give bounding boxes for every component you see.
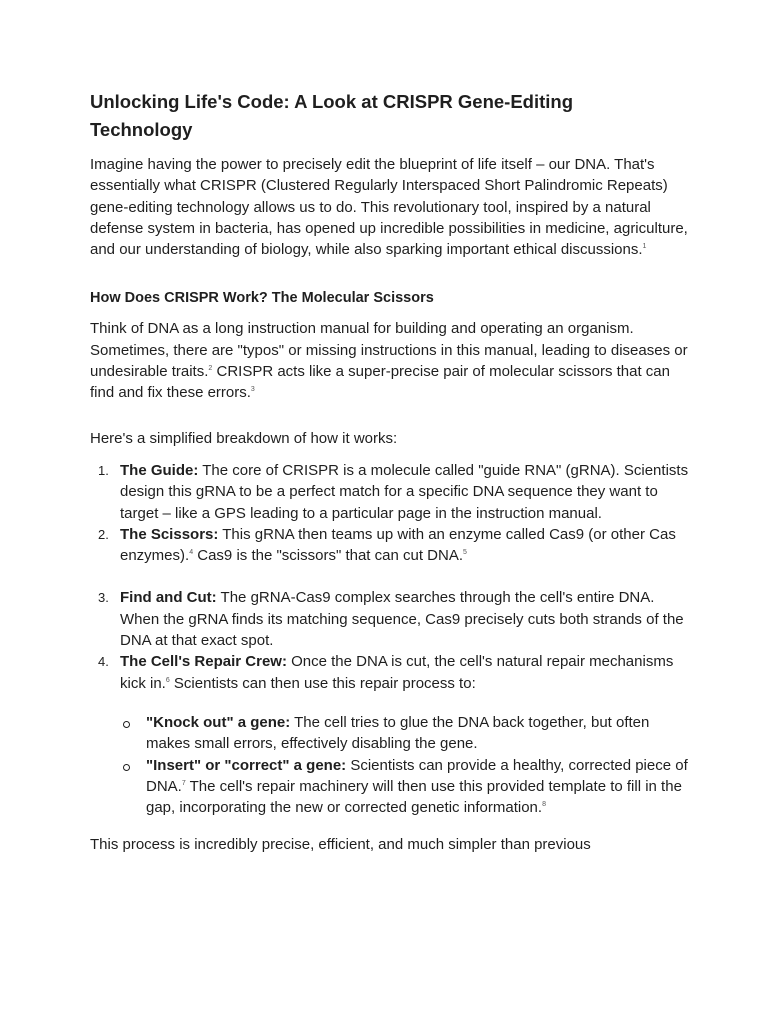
footnote-ref-3[interactable]: 3: [250, 386, 255, 394]
step-text: [120, 653, 673, 691]
list-number: 4.: [98, 654, 109, 670]
step-body: Once the DNA is cut, the cell's natural repair mechanisms kick in.: [120, 653, 674, 692]
title-line-2: Technology: [90, 119, 193, 140]
intro-paragraph: [90, 154, 690, 260]
closing-paragraph: This process is incredibly precise, efficient, and much simpler than previous: [90, 836, 591, 854]
list-item-step-2: [90, 524, 690, 567]
list-spacer: [90, 566, 690, 587]
hollow-bullet-icon: [123, 764, 130, 771]
document-page: [90, 88, 690, 856]
list-item-step-4: [90, 651, 690, 818]
sub-item-body: The cell's repair machinery will then use this provided template to fill in the gap, incorporating the new or corrected genetic information.: [146, 777, 682, 817]
sub-item-text: [146, 757, 688, 817]
sub-item-lead: "Knock out" a gene:: [146, 713, 291, 731]
footnote-ref-6[interactable]: 6: [165, 676, 170, 684]
list-item-step-1: [90, 460, 690, 524]
sub-item-body: Scientists can provide a healthy, corrected piece of DNA.: [146, 756, 688, 795]
sub-list-item-insert: [120, 755, 690, 819]
step-text: [120, 526, 676, 564]
how-text-1: Think of DNA as a long instruction manual for building and operating an organism. Sometimes, there are "typos" or missing instructions in this manual, leading to diseases or undesirable traits.: [90, 320, 688, 381]
step-body: This gRNA then teams up with an enzyme called Cas9 (or other Cas enzymes).: [120, 525, 676, 565]
step-body: The gRNA-Cas9 complex searches through the cell's entire DNA. When the gRNA finds its matching sequence, Cas9 precisely cuts both strands of the DNA at that exact spot.: [120, 589, 684, 650]
intro-text: Imagine having the power to precisely edit the blueprint of life itself – our DNA. That's essentially what CRISPR (Clustered Regularly Interspaced Short Palindromic Repeats) gene-editing technology allows us to do. This revolutionary tool, inspired by a natural defense system in bacteria, has opened up incredible possibilities in medicine, agriculture, and our understanding of biology, while also sparking important ethical discussions.: [90, 156, 688, 259]
sub-item-text: [146, 714, 649, 752]
sub-list-item-knock-out: [120, 712, 690, 755]
step-lead: The Guide:: [120, 461, 199, 479]
how-text-2: CRISPR acts like a super-precise pair of molecular scissors that can find and fix these errors.: [90, 363, 670, 402]
footnote-ref-8[interactable]: 8: [542, 801, 546, 809]
title-line-1: Unlocking Life's Code: A Look at CRISPR Gene-Editing: [90, 91, 574, 112]
step-body: Scientists can then use this repair process to:: [169, 674, 476, 692]
list-number: 2.: [98, 526, 109, 542]
step-lead: The Cell's Repair Crew:: [120, 653, 287, 671]
step-lead: Find and Cut:: [120, 589, 217, 607]
step-text: [120, 462, 688, 522]
hollow-bullet-icon: [123, 721, 130, 728]
step-text: [120, 589, 684, 649]
how-paragraph: [90, 318, 690, 403]
sub-list: [120, 712, 690, 818]
step-body: The core of CRISPR is a molecule called "guide RNA" (gRNA). Scientists design this gRNA to be a perfect match for a specific DNA sequence they want to target – like a GPS leading to a particular page in the instruction manual.: [120, 461, 689, 522]
document-title: [90, 88, 690, 144]
section-heading: How Does CRISPR Work? The Molecular Scissors: [90, 290, 434, 307]
footnote-ref-1[interactable]: 1: [642, 243, 647, 251]
footnote-ref-7[interactable]: 7: [181, 779, 186, 787]
step-lead: The Scissors:: [120, 525, 219, 543]
list-item-step-3: [90, 587, 690, 651]
list-number: 3.: [98, 590, 109, 606]
footnote-ref-5[interactable]: 5: [463, 549, 467, 557]
steps-list: [90, 460, 690, 818]
step-body: Cas9 is the "scissors" that can cut DNA.: [193, 547, 464, 565]
sub-item-lead: "Insert" or "correct" a gene:: [146, 756, 347, 774]
breakdown-intro: Here's a simplified breakdown of how it works:: [90, 429, 398, 447]
footnote-ref-2[interactable]: 2: [208, 365, 213, 373]
sub-item-body: The cell tries to glue the DNA back together, but often makes small errors, effectively disabling the gene.: [146, 713, 650, 753]
list-number: 1.: [98, 462, 109, 478]
footnote-ref-4[interactable]: 4: [189, 549, 194, 557]
